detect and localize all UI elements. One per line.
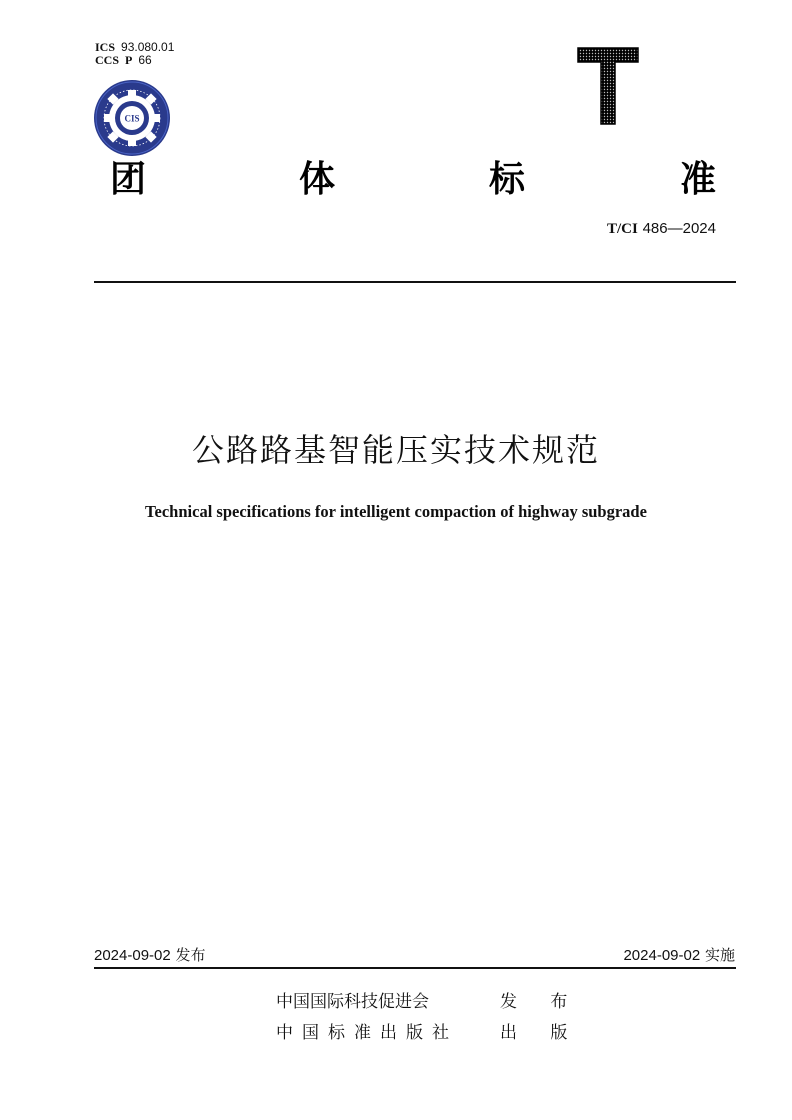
standard-type-char-2: 体 (299, 159, 336, 200)
bottom-divider (94, 967, 736, 969)
document-title-english: Technical specifications for intelligent compaction of highway subgrade (145, 502, 647, 521)
publisher-role: 发 布 (500, 992, 582, 1012)
implement-date-line (623, 945, 735, 966)
issue-label: 发布 (175, 946, 206, 964)
ccs-number: 66 (138, 53, 152, 67)
press-name: 中国标准出版社 (276, 1023, 458, 1043)
ccs-label: CCS (95, 53, 120, 67)
document-title-chinese: 公路路基智能压实技术规范 (191, 431, 600, 469)
publisher-name: 中国国际科技促进会 (276, 992, 429, 1012)
issue-date: 2024-09-02 (94, 947, 171, 964)
standard-code-prefix: T/CI (606, 221, 638, 237)
standard-code (607, 218, 716, 239)
issue-date-line (94, 945, 206, 966)
standard-type-char-4: 准 (680, 159, 717, 200)
top-divider (94, 281, 736, 283)
ics-code (95, 40, 174, 54)
ics-label: ICS (95, 40, 116, 54)
ccs-letter: P (125, 53, 133, 67)
standard-type-letter-mark (576, 46, 640, 126)
implement-label: 实施 (704, 946, 735, 964)
standard-type-char-3: 标 (489, 159, 526, 200)
logo-center-text: CIS (124, 113, 140, 124)
ccs-code (95, 53, 152, 67)
ics-value: 93.080.01 (121, 40, 175, 54)
standard-code-number: 486—2024 (642, 220, 716, 237)
implement-date: 2024-09-02 (623, 947, 701, 964)
press-role: 出 版 (500, 1023, 582, 1043)
standard-type-char-1: 团 (110, 159, 147, 200)
organization-seal-logo (93, 79, 171, 157)
